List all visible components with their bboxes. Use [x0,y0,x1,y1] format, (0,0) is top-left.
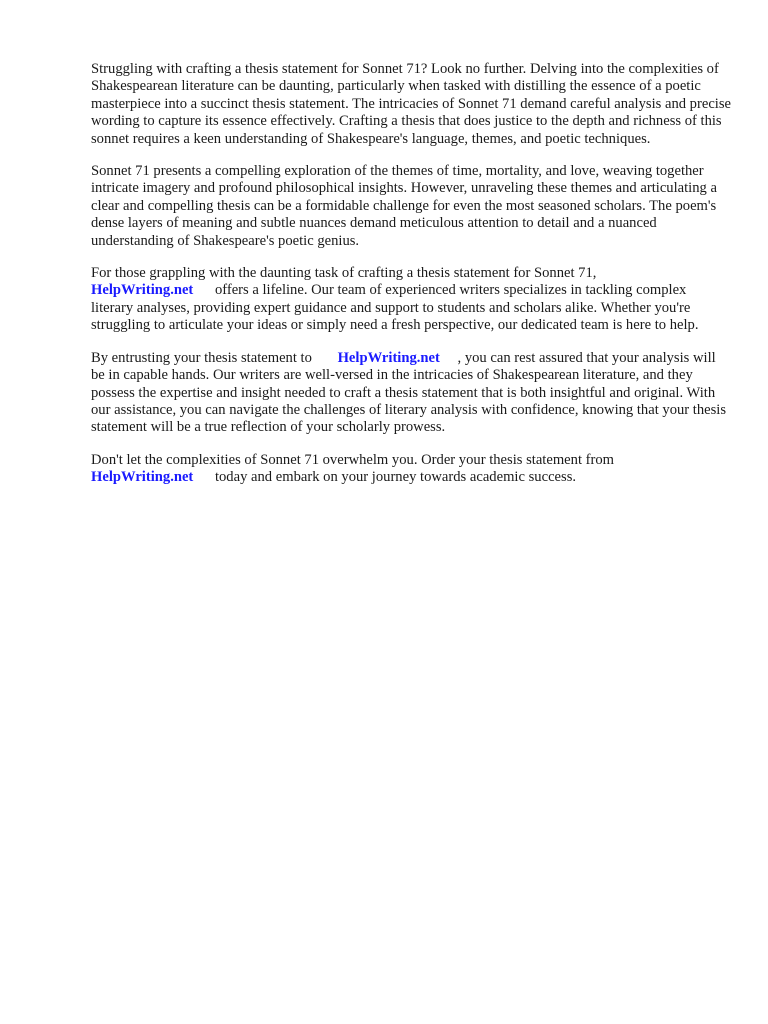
paragraph-2-text: Sonnet 71 presents a compelling exploration of the themes of time, mortality, and love, weaving together intricate imagery and profound philosophical insights. However, unraveling these themes and articulating a clear and compelling thesis can be a formidable challenge for even the most seasoned scholars. The poem's dense layers of meaning and subtle nuances demand meticulous attention to detail and a nuanced understanding of Shakespeare's poetic genius. [91,163,717,249]
paragraph-3-text-before: For those grappling with the daunting task of crafting a thesis statement for Sonnet 71, [91,265,597,282]
paragraph-3-text-after: offers a lifeline. Our team of experienced writers specializes in tackling complex literary analyses, providing expert guidance and support to students and scholars alike. Whether you're struggling to articulate your ideas or simply need a fresh perspective, our dedicated team is here to help. [91,282,699,334]
paragraph-2 [91,163,731,250]
paragraph-4 [91,350,731,437]
helpwriting-link-3[interactable]: HelpWriting.net [91,469,194,486]
paragraph-1 [91,61,731,148]
paragraph-4-text-before: By entrusting your thesis statement to [91,349,312,366]
paragraph-4-text-after: , you can rest assured that your analysis will be in capable hands. Our writers are well-versed in the intricacies of Shakespearean literature, and they possess the expertise and insight needed to craft a thesis statement that is both insightful and original. With our assistance, you can navigate the challenges of literary analysis with confidence, knowing that your thesis statement will be a true reflection of your scholarly prowess. [91,349,727,436]
paragraph-1-text: Struggling with crafting a thesis statement for Sonnet 71? Look no further. Delving into the complexities of Shakespearean literature can be daunting, particularly when tasked with distilling the essence of a poetic masterpiece into a succinct thesis statement. The intricacies of Sonnet 71 demand careful analysis and precise wording to capture its essence effectively. Crafting a thesis that does justice to the depth and richness of this sonnet requires a keen understanding of Shakespeare's language, themes, and poetic techniques. [91,61,732,147]
helpwriting-link-1[interactable]: HelpWriting.net [91,282,194,299]
paragraph-5 [91,452,731,487]
paragraph-5-text-before: Don't let the complexities of Sonnet 71 overwhelm you. Order your thesis statement from [91,451,615,468]
document-body [91,61,731,502]
paragraph-5-text-after: today and embark on your journey towards academic success. [214,469,577,486]
paragraph-3 [91,265,731,335]
helpwriting-link-2[interactable]: HelpWriting.net [337,349,440,366]
